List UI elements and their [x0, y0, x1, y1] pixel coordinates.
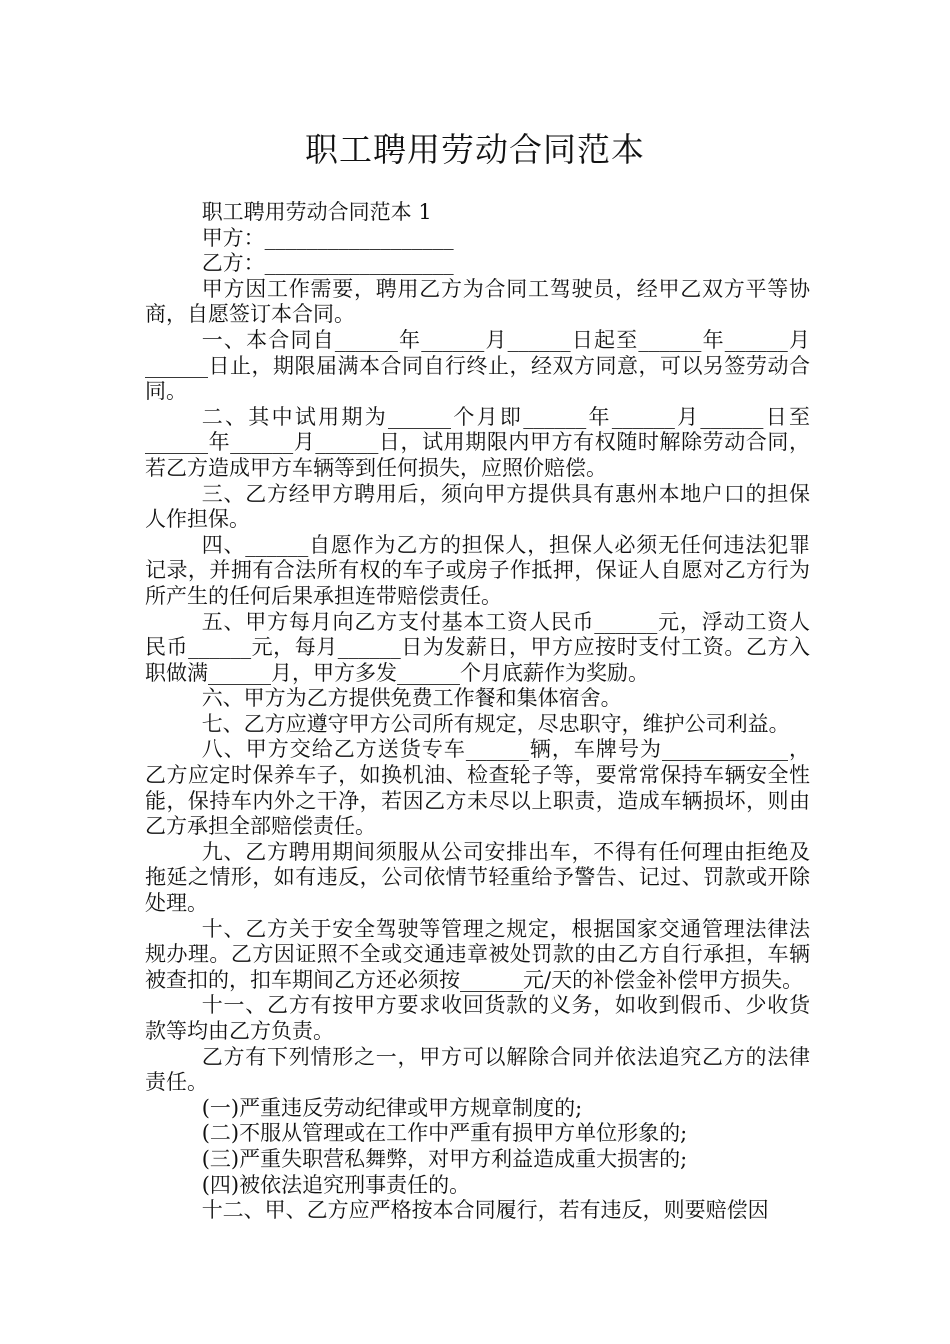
- party-a-line: 甲方：__________________: [201, 225, 454, 250]
- termination-item-4: (四)被依法追究刑事责任的。: [201, 1172, 471, 1197]
- document-title: 职工聘用劳动合同范本: [305, 130, 645, 169]
- clause-1: 一、本合同自______年______月______日起至______年______月______日止，期限届满本合同自行终止，经双方同意，可以另签劳动合同。: [145, 327, 810, 404]
- clause-10: 十、乙方关于安全驾驶等管理之规定，根据国家交通管理法律法规办理。乙方因证照不全或交通违章被处罚款的由乙方自行承担，车辆被查扣的，扣车期间乙方还必须按______元/天的补偿金补偿甲方损失。: [145, 916, 810, 992]
- termination-item-1: (一)严重违反劳动纪律或甲方规章制度的;: [201, 1095, 583, 1120]
- document-body: [145, 200, 810, 1224]
- clause-12: 十二、甲、乙方应严格按本合同履行，若有违反，则要赔偿因: [201, 1198, 769, 1223]
- clause-7: 七、乙方应遵守甲方公司所有规定，尽忠职守，维护公司利益。: [201, 711, 790, 736]
- clause-9: 九、乙方聘用期间须服从公司安排出车，不得有任何理由拒绝及拖延之情形，如有违反，公司依情节轻重给予警告、记过、罚款或开除处理。: [145, 839, 810, 916]
- party-b-line: 乙方：__________________: [201, 251, 454, 276]
- termination-item-2: (二)不服从管理或在工作中严重有损甲方单位形象的;: [201, 1121, 688, 1146]
- clause-8: 八、甲方交给乙方送货专车______辆，车牌号为____________，乙方应定时保养车子，如换机油、检查轮子等，要常常保持车辆安全性能，保持车内外之干净，若因乙方未尽以上职责，造成车辆损坏，则由乙方承担全部赔偿责任。: [145, 737, 810, 839]
- clause-3: 三、乙方经甲方聘用后，须向甲方提供具有惠州本地户口的担保人作担保。: [145, 481, 810, 532]
- clause-5: 五、甲方每月向乙方支付基本工资人民币______元，浮动工资人民币______元，每月______日为发薪日，甲方应按时支付工资。乙方入职做满______月，甲方多发______个月底薪作为奖励。: [145, 609, 810, 685]
- clause-6: 六、甲方为乙方提供免费工作餐和集体宿舍。: [201, 686, 622, 711]
- clause-4: 四、______自愿作为乙方的担保人，担保人必须无任何违法犯罪记录，并拥有合法所有权的车子或房子作抵押，保证人自愿对乙方行为所产生的任何后果承担连带赔偿责任。: [145, 532, 810, 608]
- paragraph-heading: 职工聘用劳动合同范本 1: [201, 200, 432, 224]
- paragraph-intro: 甲方因工作需要，聘用乙方为合同工驾驶员，经甲乙双方平等协商，自愿签订本合同。: [145, 276, 810, 327]
- clause-11: 十一、乙方有按甲方要求收回货款的义务，如收到假币、少收货款等均由乙方负责。: [145, 993, 810, 1043]
- termination-intro: 乙方有下列情形之一，甲方可以解除合同并依法追究乙方的法律责任。: [145, 1044, 810, 1095]
- clause-2: 二、其中试用期为______个月即______年______月______日至______年______月______日，试用期限内甲方有权随时解除劳动合同，若乙方造成甲方车辆等到任何损失，应照价赔偿。: [145, 404, 810, 480]
- termination-item-3: (三)严重失职营私舞弊，对甲方利益造成重大损害的;: [201, 1146, 688, 1171]
